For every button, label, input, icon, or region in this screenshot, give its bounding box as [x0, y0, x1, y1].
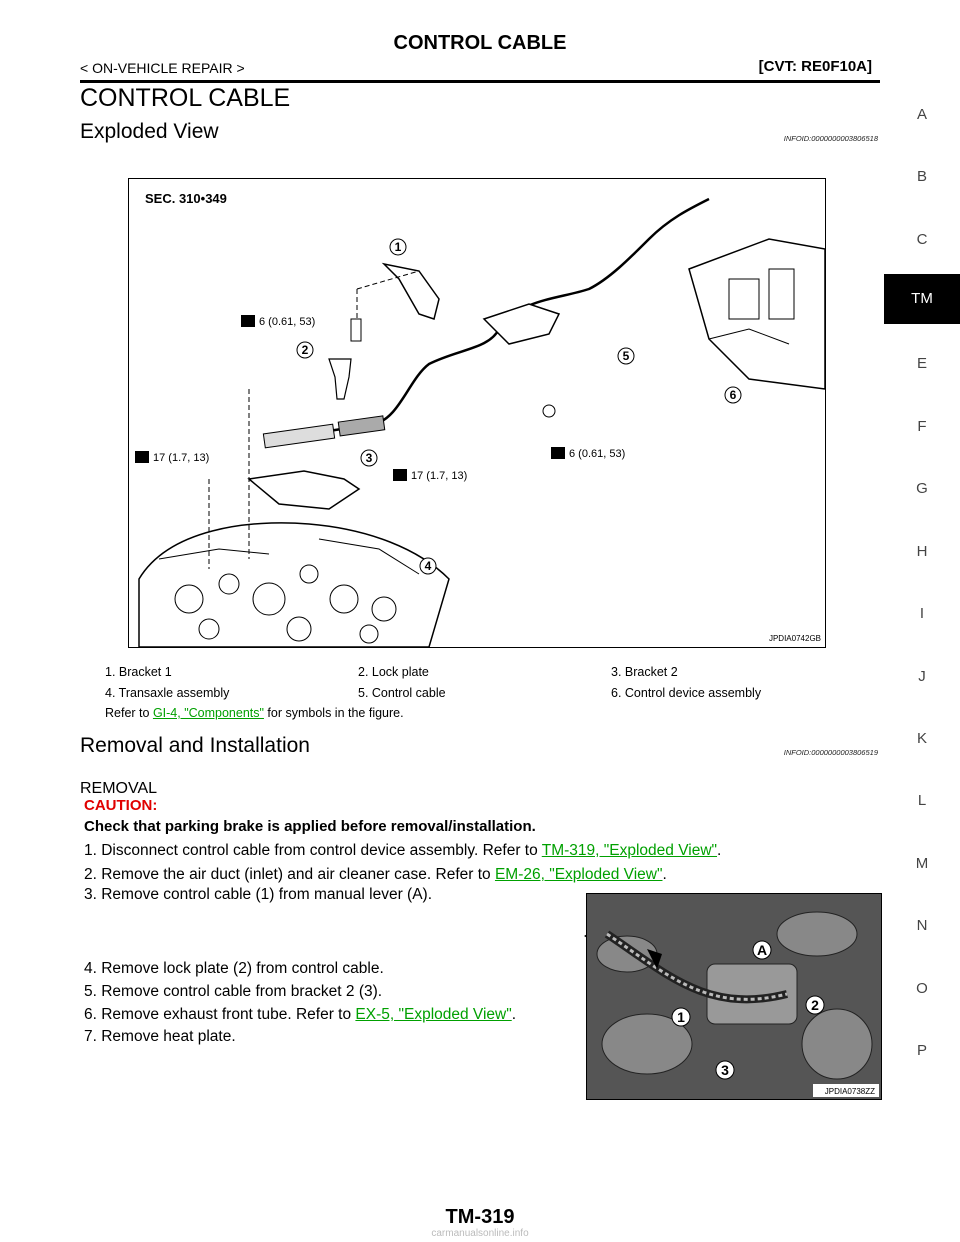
step-item: 7. Remove heat plate.	[84, 1028, 236, 1045]
callout-2: 2	[301, 343, 309, 357]
exploded-view-infoid: INFOID:0000000003806518	[783, 134, 878, 143]
step-item: 6. Remove exhaust front tube. Refer to EX-5, "Exploded View".	[84, 1006, 517, 1023]
callout-5: 5	[622, 349, 630, 363]
torque-label-3: 17 (1.7, 13)	[153, 452, 210, 464]
exploded-view-figure-id: JPDIA0742GB	[768, 634, 821, 643]
parts-list	[105, 661, 865, 703]
part-item: 3. Bracket 2	[611, 664, 678, 679]
torque-label-1: 6 (0.61, 53)	[259, 316, 316, 328]
part-item: 1. Bracket 1	[105, 664, 172, 679]
parts-row	[105, 682, 865, 703]
torque-label-2: 6 (0.61, 53)	[569, 448, 626, 460]
removal-installation-heading: Removal and Installation	[80, 734, 310, 757]
exploded-view-drawing	[129, 179, 825, 647]
manual-lever-photo	[586, 893, 882, 1100]
note-text: for symbols in the figure.	[263, 706, 404, 720]
photo-callout-1: 1	[677, 1009, 685, 1025]
removal-subheading: REMOVAL	[80, 780, 158, 797]
watermark: carmanualsonline.info	[431, 1228, 529, 1239]
step-item: 5. Remove control cable from bracket 2 (3).	[84, 983, 383, 1000]
step-item: 2. Remove the air duct (inlet) and air cleaner case. Refer to EM-26, "Exploded View".	[84, 866, 667, 883]
side-index-j[interactable]: J	[918, 668, 926, 685]
step-item: 4. Remove lock plate (2) from control cable.	[84, 960, 384, 977]
part-item: 2. Lock plate	[358, 664, 429, 679]
side-index-k[interactable]: K	[916, 730, 927, 747]
header-divider	[80, 80, 880, 83]
ex5-exploded-view-link[interactable]: EX-5, "Exploded View"	[355, 1006, 512, 1023]
part-item: 6. Control device assembly	[611, 685, 762, 700]
side-index-f[interactable]: F	[917, 418, 927, 435]
torque-icon	[393, 469, 407, 481]
symbols-note	[105, 706, 404, 720]
page-number: TM-319	[445, 1206, 515, 1228]
side-index-o[interactable]: O	[916, 980, 928, 997]
parts-row	[105, 661, 865, 682]
part-item: 5. Control cable	[358, 685, 446, 700]
note-text: Refer to	[105, 706, 153, 720]
callout-1: 1	[394, 240, 402, 254]
caution-text: Check that parking brake is applied before removal/installation.	[84, 818, 536, 835]
torque-icon	[241, 315, 255, 327]
part-item: 4. Transaxle assembly	[105, 685, 230, 700]
header-title: CONTROL CABLE	[393, 32, 567, 54]
side-index-m[interactable]: M	[915, 855, 929, 872]
photo-callout-2: 2	[811, 997, 819, 1013]
torque-label-4: 17 (1.7, 13)	[411, 470, 468, 482]
side-index-b[interactable]: B	[916, 168, 927, 185]
callout-6: 6	[729, 388, 737, 402]
photo-figure-id: JPDIA0738ZZ	[824, 1087, 875, 1096]
em26-exploded-view-link[interactable]: EM-26, "Exploded View"	[494, 866, 663, 883]
exploded-view-figure	[128, 178, 826, 648]
manual-lever-drawing	[587, 894, 881, 1099]
photo-callout-3: 3	[721, 1062, 729, 1078]
header-section: < ON-VEHICLE REPAIR >	[80, 60, 245, 76]
callout-4: 4	[424, 559, 432, 573]
step-item: 1. Disconnect control cable from control device assembly. Refer to TM-319, "Exploded View".	[84, 842, 722, 859]
page-title: CONTROL CABLE	[80, 84, 291, 112]
side-index-c[interactable]: C	[916, 231, 928, 248]
side-index-i[interactable]: I	[919, 605, 925, 622]
torque-icon	[551, 447, 565, 459]
side-index-h[interactable]: H	[916, 543, 928, 560]
tm319-exploded-view-link[interactable]: TM-319, "Exploded View"	[541, 842, 718, 859]
callout-3: 3	[365, 451, 373, 465]
step-item: 3. Remove control cable (1) from manual lever (A).	[84, 886, 433, 903]
side-index-p[interactable]: P	[916, 1042, 927, 1059]
torque-icon	[135, 451, 149, 463]
side-index-tm-active[interactable]: TM	[884, 274, 960, 324]
side-index-l[interactable]: L	[917, 792, 927, 809]
side-index-a[interactable]: A	[916, 106, 927, 123]
header-model: [CVT: RE0F10A]	[758, 58, 872, 75]
sec-label: SEC. 310•349	[145, 191, 227, 206]
side-index-g[interactable]: G	[916, 480, 928, 497]
exploded-view-heading: Exploded View	[80, 120, 219, 143]
photo-callout-a: A	[756, 942, 768, 958]
gi4-components-link[interactable]: GI-4, "Components"	[152, 706, 264, 720]
side-index-n[interactable]: N	[916, 917, 928, 934]
side-index-e[interactable]: E	[916, 355, 927, 372]
removal-infoid: INFOID:0000000003806519	[783, 748, 878, 757]
caution-label: CAUTION:	[84, 797, 158, 814]
